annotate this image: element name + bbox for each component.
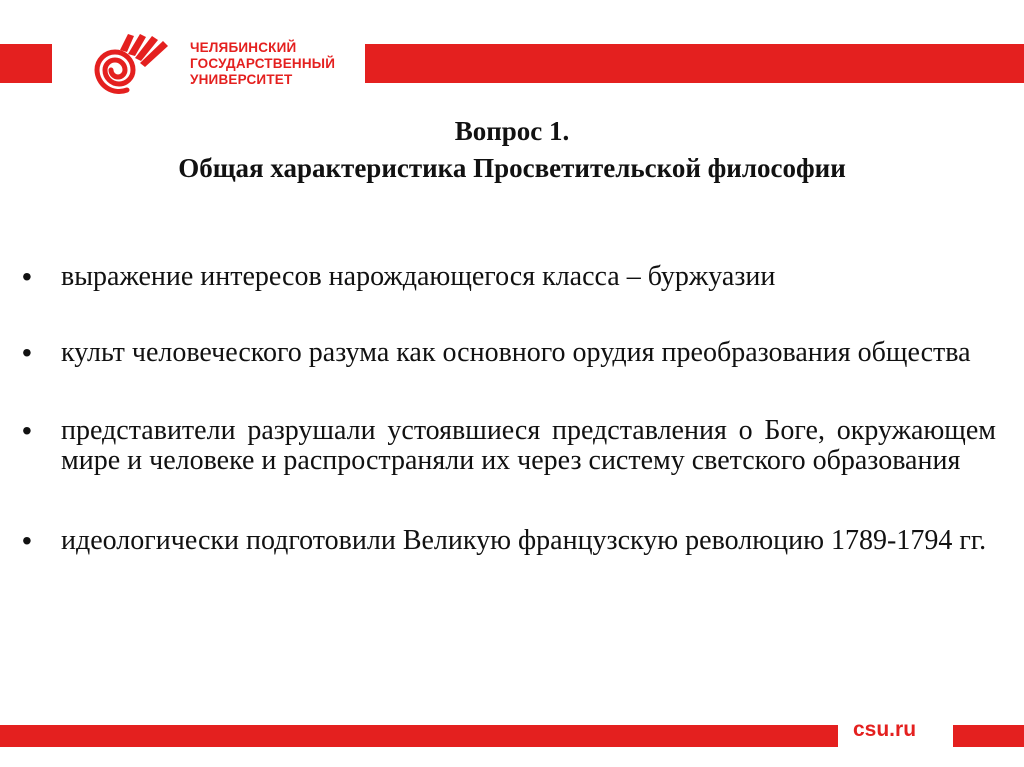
footer-bar-right xyxy=(953,725,1024,747)
bullet-marker: • xyxy=(22,525,32,556)
bullet-text: представители разрушали устоявшиеся представления о Боге, окружающем мире и человеке и распространяли их через систему светского образования xyxy=(61,415,996,476)
bullet-item xyxy=(22,338,996,368)
title-topic: Общая характеристика Просветительской философии xyxy=(178,153,846,183)
title-question-number: Вопрос 1. xyxy=(454,116,570,146)
university-name-line-2: ГОСУДАРСТВЕННЫЙ xyxy=(190,56,336,71)
slide-title xyxy=(0,113,1024,187)
university-logo-icon xyxy=(80,30,175,100)
bullet-item xyxy=(22,262,996,292)
bullet-marker: • xyxy=(22,415,32,446)
header-bar-right xyxy=(365,44,1024,83)
header-bar-left xyxy=(0,44,52,83)
bullet-text: идеологически подготовили Великую французскую революцию 1789-1794 гг. xyxy=(61,525,987,556)
university-name xyxy=(190,40,335,88)
bullet-list xyxy=(22,262,996,556)
bullet-text: культ человеческого разума как основного орудия преобразования общества xyxy=(61,337,971,368)
bullet-item xyxy=(22,526,996,556)
bullet-text: выражение интересов нарождающегося класса – буржуазии xyxy=(61,261,776,292)
university-name-line-3: УНИВЕРСИТЕТ xyxy=(190,72,293,87)
bullet-marker: • xyxy=(22,261,32,292)
university-name-line-1: ЧЕЛЯБИНСКИЙ xyxy=(190,40,297,55)
footer-site-link[interactable]: csu.ru xyxy=(853,718,917,741)
footer-bar-left xyxy=(0,725,838,747)
bullet-item xyxy=(22,416,996,476)
bullet-marker: • xyxy=(22,337,32,368)
